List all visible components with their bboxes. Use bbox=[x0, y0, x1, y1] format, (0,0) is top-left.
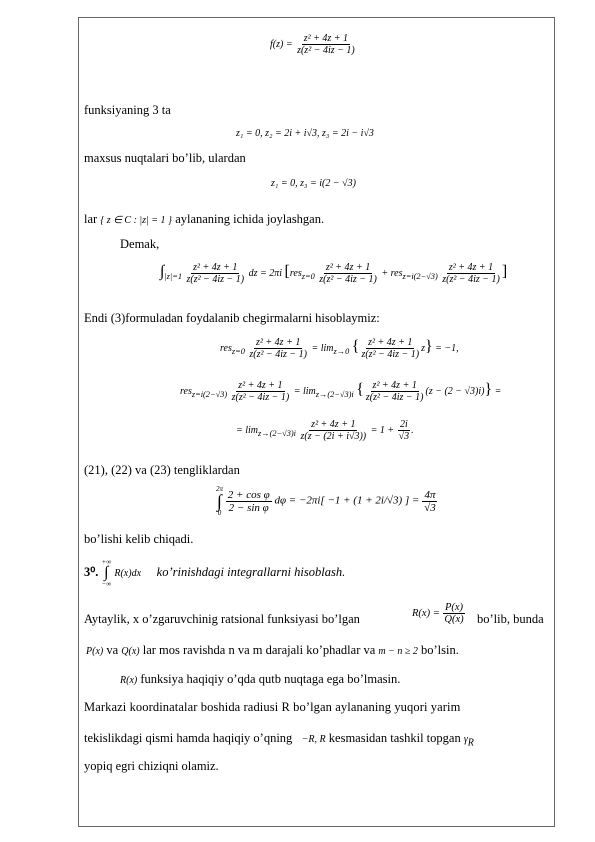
formula-rational: R(x) = $\frac{P(x)}{Q(x)}$ bbox=[412, 602, 464, 625]
item-number: 3⁰. bbox=[84, 564, 99, 579]
text-markazi: Markazi koordinatalar boshida radiusi R bo’lgan aylananing yuqori yarim bbox=[84, 700, 461, 714]
formula-trig-integral: 2π ∫ 0 $\frac{\text{2 + cos φ}}{\text{2 − sin φ}}$ dφ = −2πi[ −1 + (1 + 2i/√3) ] = $\frac{4\pi}{√3}$ bbox=[216, 485, 436, 517]
item-title: ko’rinishdagi integrallarni hisoblash. bbox=[156, 564, 346, 579]
formula-res-final: = $\lim_{z\to(2-√3)i}$ $\frac{\text{z² + 4z + 1}}{z(z - (2i + i√3))}$ = 1 + $\frac{2i}{√3}$ . bbox=[236, 419, 414, 442]
text-funksiyaning: funksiyaning 3 ta bbox=[84, 103, 171, 117]
formula-res-at-z3: res$_{z=i(2-√3)}$ $\frac{\text{z² + 4z + 1}}{\text{z(z² − 4iz − 1)}}$ = $\lim_{z\to(2-√3)i}$ { $\frac{\text{z² + 4z + 1}}{\text{z(z² − 4iz − 1)}}$ (z − (2 − √3)i)} = bbox=[180, 380, 502, 403]
formula-res-at-0: res$_{z=0}$ $\frac{\text{z² + 4z + 1}}{\text{z(z² − 4iz − 1)}}$ = $\lim_{z\to 0}$ { $\frac{\text{z² + 4z + 1}}{\text{z(z² − 4iz − 1)}}$ z} = −1, bbox=[220, 337, 459, 360]
formula-set: { z ∈ C : |z| = 1 } bbox=[100, 215, 173, 226]
text-yopiq: yopiq egri chiziqni olamiz. bbox=[84, 759, 219, 773]
text-lar-line bbox=[84, 212, 324, 227]
text-rx-line: R(x) funksiya haqiqiy o’qda qutb nuqtaga ega bo’lmasin. bbox=[120, 672, 401, 686]
item-3-line: 3⁰. +∞ ∫ −∞ R(x)dx ko’rinishdagi integrallarni hisoblash. bbox=[84, 558, 346, 588]
formula-f-def: f(z) = $\frac{\text{z² + 4z + 1}}{\text{z(z² − 4iz − 1)}}$ bbox=[270, 33, 355, 56]
text-px-line: P(x) va Q(x) lar mos ravishda n va m darajali ko’phadlar va m − n ≥ 2 bo’lsin. bbox=[86, 643, 459, 657]
formula-poles-inside: z₁ = 0, z₃ = i(2 − √3) bbox=[271, 178, 356, 189]
text-endi: Endi (3)formuladan foydalanib chegirmalarni hisoblaymiz: bbox=[84, 311, 380, 325]
text-aytaylik: Aytaylik, x o’zgaruvchinig ratsional funksiyasi bo’lgan bbox=[84, 612, 360, 626]
text-tengliklardan: (21), (22) va (23) tengliklardan bbox=[84, 463, 240, 477]
text-lar: lar bbox=[84, 212, 98, 226]
text-bolib-bunda: bo’lib, bunda bbox=[477, 612, 544, 626]
text-tekislikdagi-line: tekislikdagi qismi hamda haqiqiy o’qning −R, R kesmasidan tashkil topgan $\gamma_R$ bbox=[84, 731, 474, 749]
formula-contour-integral: $\int_{|z|=1}$ $\frac{\text{z² + 4z + 1}}{\text{z(z² − 4iz − 1)}}$ dz = 2πi [res$_{z=0}$ $\frac{\text{z² + 4z + 1}}{\text{z(z² − 4iz − 1)}}$ + res$_{z=i(2-√3)}$ $\frac{\text{z² + 4z + 1}}{\text{z(z² − 4iz − 1)}}$ ] bbox=[160, 262, 508, 285]
text-kelib: bo’lishi kelib chiqadi. bbox=[84, 532, 194, 546]
text-joylashgan: aylananing ichida joylashgan. bbox=[175, 212, 325, 226]
formula-all-poles: z₁ = 0, z₂ = 2i + i√3, z₃ = 2i − i√3 bbox=[236, 128, 374, 139]
text-maxsus: maxsus nuqtalari bo’lib, ulardan bbox=[84, 151, 246, 165]
text-demak: Demak, bbox=[120, 237, 160, 251]
